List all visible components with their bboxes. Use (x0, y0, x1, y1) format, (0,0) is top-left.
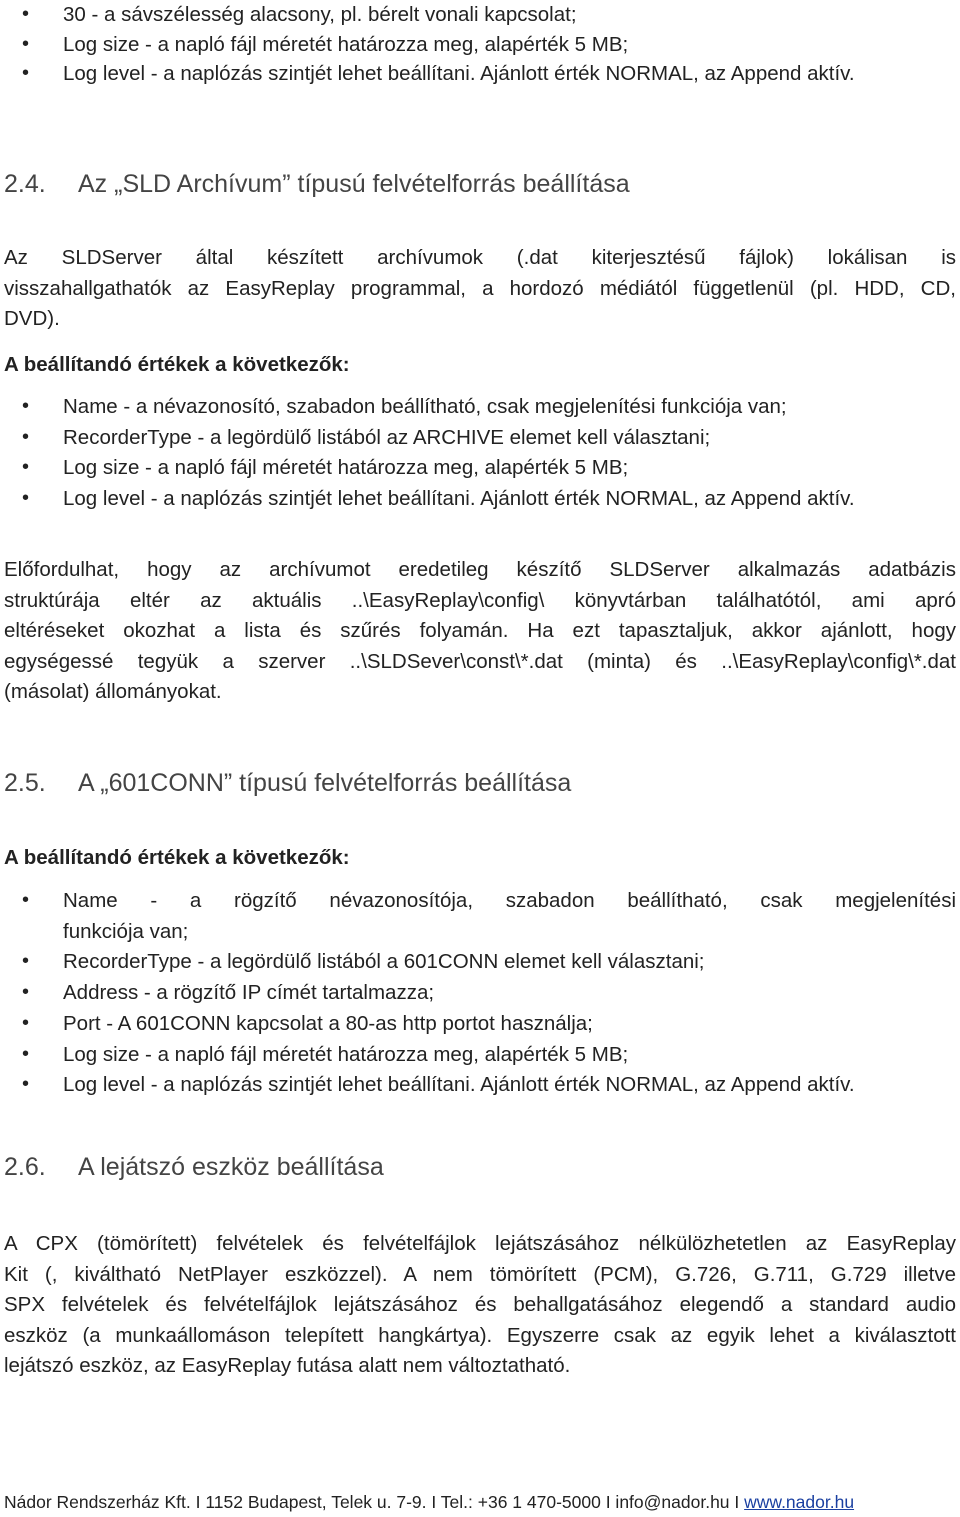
section-title: Az „SLD Archívum” típusú felvételforrás beállítása (78, 170, 630, 198)
list-item: Port - A 601CONN kapcsolat a 80-as http portot használja; (63, 1012, 593, 1035)
bullet-icon: • (22, 395, 30, 417)
text-line: visszahallgathatók az EasyReplay programmal, a hordozó médiától függetlenül (pl. HDD, CD, (4, 276, 956, 300)
text-line: Name - a rögzítő névazonosítója, szabadon beállítható, csak megjelenítési (63, 889, 956, 912)
footer-website-link[interactable]: www.nador.hu (744, 1492, 855, 1512)
list-item: Log size - a napló fájl méretét határozza meg, alapérték 5 MB; (63, 33, 629, 56)
bullet-icon: • (22, 889, 30, 911)
text-line: A CPX (tömörített) felvételek és felvételfájlok lejátszásához nélkülözhetetlen az EasyReplay (4, 1232, 956, 1255)
bullet-icon: • (22, 426, 30, 448)
section-title: A lejátszó eszköz beállítása (78, 1153, 384, 1181)
section-heading-2-6 (4, 1150, 384, 1184)
text-line: struktúrája eltér az aktuális ..\EasyReplay\config\ könyvtárban találhatótól, ami apró (4, 588, 956, 612)
text-line: eltéréseket okozhat a lista és szűrés folyamán. Ha ezt tapasztaljuk, akkor ajánlott, hogy (4, 619, 956, 643)
text-line: funkciója van; (63, 920, 189, 943)
subheading: A beállítandó értékek a következők: (4, 846, 350, 869)
text-line: egységessé tegyük a szerver ..\SLDSever\const\*.dat (minta) és ..\EasyReplay\config\*.dat (4, 649, 956, 673)
section-number: 2.5. (4, 769, 46, 797)
text-line: Az SLDServer által készített archívumok (.dat kiterjesztésű fájlok) lokálisan is (4, 246, 956, 269)
list-item: 30 - a sávszélesség alacsony, pl. bérelt vonali kapcsolat; (63, 3, 577, 26)
footer-text: Nádor Rendszerház Kft. I 1152 Budapest, Telek u. 7-9. I Tel.: +36 1 470-5000 I info@nador.hu I (4, 1492, 745, 1512)
list-item: RecorderType - a legördülő listából az ARCHIVE elemet kell választani; (63, 426, 711, 449)
list-item (63, 885, 956, 947)
section-intro (4, 243, 956, 335)
text-line: (másolat) állományokat. (4, 680, 222, 704)
bullet-icon: • (22, 487, 30, 509)
bullet-icon: • (22, 981, 30, 1003)
section-paragraph (4, 1229, 956, 1382)
bullet-icon: • (22, 33, 30, 55)
section-heading-2-4 (4, 167, 630, 201)
page-footer (4, 1488, 854, 1516)
list-item: Log level - a naplózás szintjét lehet beállítani. Ajánlott érték NORMAL, az Append aktív. (63, 62, 855, 85)
list-item: Log level - a naplózás szintjét lehet beállítani. Ajánlott érték NORMAL, az Append aktív. (63, 1073, 855, 1096)
section-heading-2-5 (4, 766, 571, 800)
bullet-icon: • (22, 62, 30, 84)
subheading: A beállítandó értékek a következők: (4, 353, 350, 376)
section-number: 2.4. (4, 170, 46, 198)
text-line: Kit (, kiváltható NetPlayer eszközzel). A nem tömörített (PCM), G.726, G.711, G.729 illetve (4, 1262, 956, 1286)
section-note (4, 555, 956, 708)
list-item: Log size - a napló fájl méretét határozza meg, alapérték 5 MB; (63, 456, 629, 479)
bullet-icon: • (22, 1043, 30, 1065)
list-item: RecorderType - a legördülő listából a 601CONN elemet kell választani; (63, 950, 705, 973)
list-item: Log size - a napló fájl méretét határozza meg, alapérték 5 MB; (63, 1043, 629, 1066)
section-title: A „601CONN” típusú felvételforrás beállítása (78, 769, 572, 797)
text-line: Előfordulhat, hogy az archívumot eredetileg készítő SLDServer alkalmazás adatbázis (4, 558, 956, 581)
bullet-icon: • (22, 1012, 30, 1034)
bullet-icon: • (22, 950, 30, 972)
bullet-icon: • (22, 456, 30, 478)
text-line: eszköz (a munkaállomáson telepített hangkártya). Egyszerre csak az egyik lehet a kiválasztott (4, 1323, 956, 1347)
list-item: Address - a rögzítő IP címét tartalmazza; (63, 981, 435, 1004)
list-item: Name - a névazonosító, szabadon beállítható, csak megjelenítési funkciója van; (63, 395, 787, 418)
list-item: Log level - a naplózás szintjét lehet beállítani. Ajánlott érték NORMAL, az Append aktív. (63, 487, 855, 510)
text-line: lejátszó eszköz, az EasyReplay futása alatt nem változtatható. (4, 1354, 571, 1378)
bullet-icon: • (22, 1073, 30, 1095)
text-line: SPX felvételek és felvételfájlok lejátszásához és behallgatásához elegendő a standard audio (4, 1293, 956, 1317)
bullet-icon: • (22, 3, 30, 25)
section-number: 2.6. (4, 1153, 46, 1181)
text-line: DVD). (4, 307, 60, 331)
